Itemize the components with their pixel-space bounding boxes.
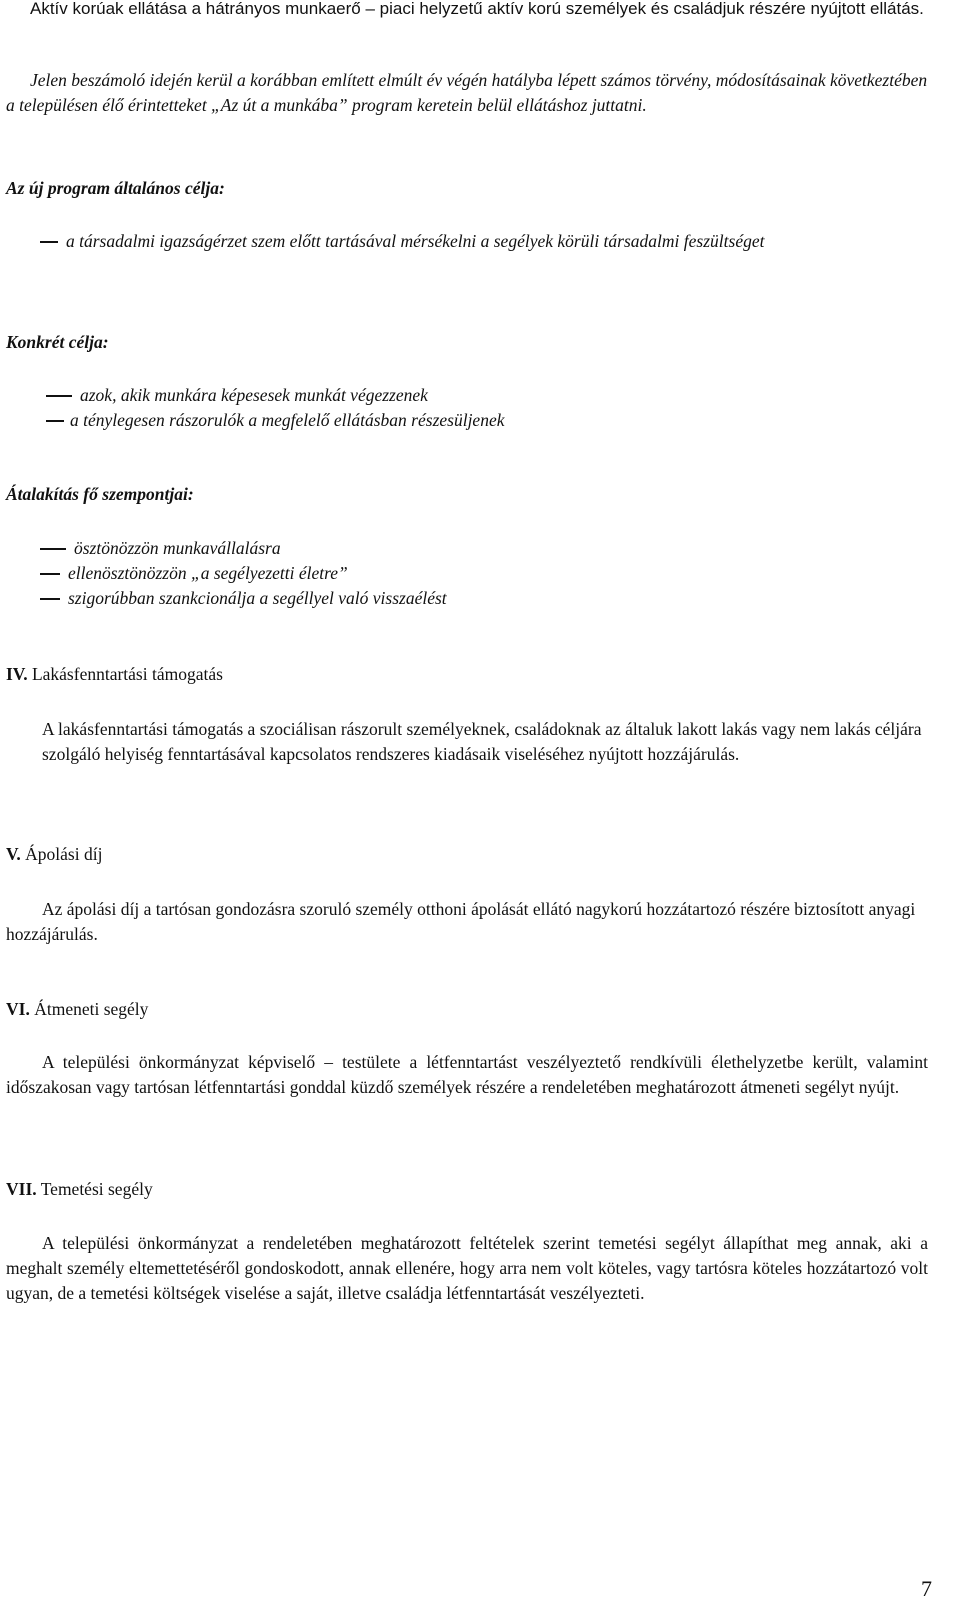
section-heading [6,664,223,685]
section-body [6,1050,928,1100]
main-aspects-text: szigorúbban szankcionálja a segéllyel való visszaélést [68,588,447,608]
specific-goal-text: azok, akik munkára képesesek munkát végezzenek [80,385,428,405]
dash-bullet [40,548,66,550]
section-body-text: Az ápolási díj a tartósan gondozásra szoruló személy otthoni ápolását ellátó nagykorú hozzátartozó részére biztosított anyagi hozzájárulás. [6,899,916,944]
section-heading [6,999,148,1020]
main-aspects-text: ellenösztönözzön „a segélyezetti életre” [68,563,348,583]
report-paragraph [6,68,928,118]
dash-bullet [40,598,60,600]
general-goal-heading: Az új program általános célja: [6,178,225,198]
section-heading [6,844,102,865]
section-body-text: A települési önkormányzat a rendeletében meghatározott feltételek szerint temetési segélyt állapíthat meg annak, aki a meghalt személy eltemettetéséről gondoskodott, annak ellenére, hogy arra nem volt köteles, vagy tartósra köteles hozzátartozó volt ugyan, de a temetési költségek viselése a saját, illetve családja létfenntartását veszélyezteti. [6,1233,928,1303]
section-number: VII. [6,1179,37,1199]
dash-bullet [46,395,72,397]
section-title: Ápolási díj [25,844,103,864]
intro-text: Aktív korúak ellátása a hátrányos munkaerő – piaci helyzetű aktív korú személyek és családjuk részére nyújtott ellátás. [30,0,924,18]
main-aspects-item [40,586,447,611]
section-number: IV. [6,664,28,684]
main-aspects-heading: Átalakítás fő szempontjai: [6,484,194,504]
section-title: Temetési segély [40,1179,153,1199]
section-number: VI. [6,999,30,1019]
page-number: 7 [921,1576,932,1601]
section-title: Lakásfenntartási támogatás [31,664,223,684]
section-number: V. [6,844,21,864]
section-body [6,1231,928,1306]
section-body-text: A települési önkormányzat képviselő – testülete a létfenntartást veszélyeztető rendkívüli élethelyzetbe került, valamint időszakosan vagy tartósan létfenntartási gonddal küzdő személyek részére a rendeletében meghatározott átmeneti segélyt nyújt. [6,1052,928,1097]
section-body: A lakásfenntartási támogatás a szociálisan rászorult személyeknek, családoknak az általuk lakott lakás vagy nem lakás céljára szolgáló helyiség fenntartásával kapcsolatos rendszeres kiadásaik viseléséhez nyújtott hozzájárulás. [42,719,922,764]
general-goal-text: a társadalmi igazságérzet szem előtt tartásával mérsékelni a segélyek körüli társadalmi feszültséget [66,231,765,251]
specific-goal-item [46,408,504,433]
main-aspects-item [40,536,281,561]
dash-bullet [46,420,64,422]
intro-paragraph [6,0,928,21]
main-aspects-text: ösztönözzön munkavállalásra [74,538,281,558]
specific-goal-item [46,383,428,408]
dash-bullet [40,573,60,575]
general-goal-item [40,229,920,254]
specific-goal-text: a ténylegesen rászorulók a megfelelő ellátásban részesüljenek [70,410,505,430]
specific-goal-heading: Konkrét célja: [6,332,109,352]
section-body [6,897,928,947]
report-text: Jelen beszámoló idején kerül a korábban említett elmúlt év végén hatályba lépett számos törvény, módosításainak következtében a településen élő érintetteket „Az út a munkába” program keretein belül ellátáshoz juttatni. [6,70,928,115]
dash-bullet [40,241,58,243]
section-title: Átmeneti segély [34,999,149,1019]
main-aspects-item [40,561,348,586]
section-heading [6,1179,153,1200]
